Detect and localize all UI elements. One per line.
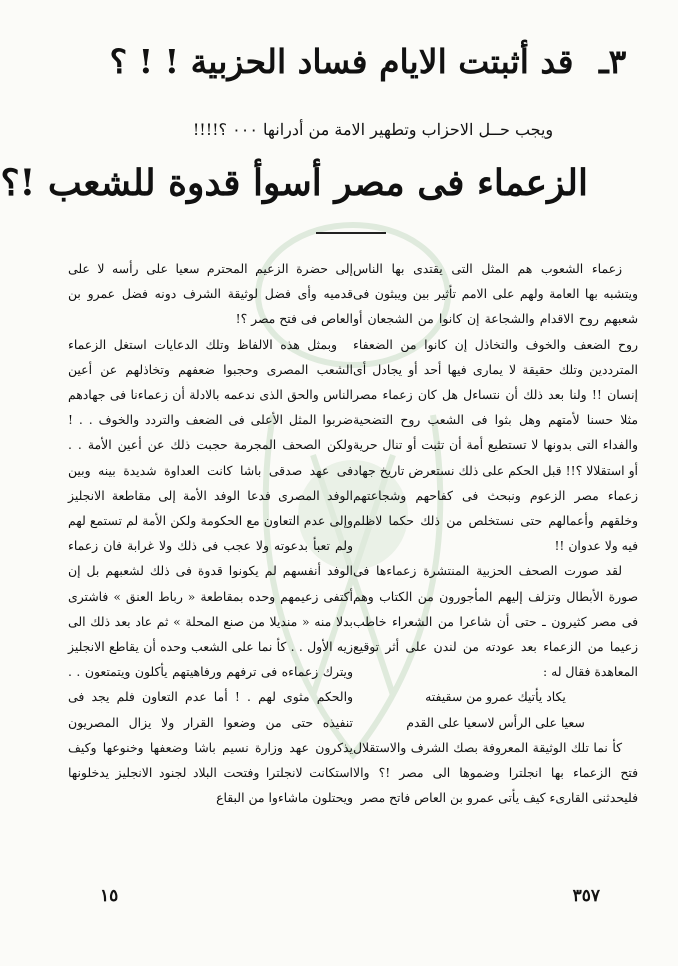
left-column	[68, 256, 353, 810]
headline-divider	[316, 232, 386, 234]
article-number: ٣ـ	[598, 42, 627, 81]
article-title-text: قد أثبتت الايام فساد الحزبية ! ! ؟	[109, 42, 574, 81]
paragraph: لقد صورت الصحف الحزبية المنتشرة زعماءها فى صورة الأبطال وتزلف إليهم المأجورون من الكتاب وهم فى مصر كثيرون ـ حتى أن شاعرا من الشعراء خاطب زعيما من الزعماء بعد عودته من لندن على أثر توقيع المعاهدة فقال له :	[353, 563, 638, 680]
right-column	[353, 256, 638, 810]
article-title	[88, 42, 648, 81]
article-subtitle: ويجب حــل الاحزاب وتطهير الامة من أدرانها ٠٠٠ ؟!!!!	[192, 120, 554, 139]
section-headline: الزعماء فى مصر أسوأ قدوة للشعب !؟	[0, 162, 588, 204]
paragraph: إلى حضرة الزعيم المحترم سعيا على رأسه لا على قدميه وأى فضل لوثيقة الشرف دونه فضل عمرو بن العاص فى فتح مصر ؟!	[68, 261, 353, 327]
poem-verse: سعيا على الرأس لاسعيا على القدم	[406, 714, 585, 730]
paragraph: وبمثل هذه الالفاظ وتلك الدعايات استغل الزعماء الشعب المصرى وحجبوا ضعفهم وتخاذلهم عن أعين الناس والحق الذى ندعمه بالادلة أن زعماءنا فى جهادهم ضربوا المثل الأعلى فى الضعف والتردد والخوف . . ! ولكن الصحف المجرمة حجبت ذلك عن أعين الأمة . . فى عهد صدقى باشا كانت العداوة شديدة بينه وبين الوفد المصرى فدعا الوفد الأمة إلى مقاطعة الانجليز وإلى عدم التعاون مع الحكومة ولكن الأمة لم تستمع لهم ولم تعبأ بدعوته ولا عجب فى ذلك ولا غرابة فان زعماء الوفد أنفسهم لم يكونوا قدوة فى ذلك لشعبهم بل إن أكتفى زعيمهم وحده بمقاطعة « رباط العنق » فاشترى بدلا منه « منديلا من صنع المحلة » ثم عاد بعد ذلك الى زيه الأول . . كأ نما على الشعب وحده أن يقاطع الانجليز ويترك زعماءه فى ترفهم ورفاهيتهم يأكلون ويتمتعون . . والحكم مثوى لهم . ! أما عدم التعاون فلم يجد فى تنفيذه حتى من وضعوا القرار ولا يزال المصريون يذكرون عهد وزارة نسيم باشا وضعفها وخنوعها وكيف استكانت لانجلترا وفتحت البلاد لجنود الانجليز يدخلونها ويحتلون ماشاءوا من البقاع	[68, 336, 353, 806]
poem-verse: يكاد يأتيك عمرو من سقيفته	[425, 689, 566, 705]
page-number-right: ٣٥٧	[572, 886, 600, 906]
page-number-left: ١٥	[100, 886, 119, 906]
paragraph: كأ نما تلك الوثيقة المعروفة بصك الشرف والاستقلال فتح الزعماء بها انجلترا وضموها الى مصر !؟ والا فليحدثنى القارىء كيف يأتى عمرو بن العاص فاتح مصر	[353, 739, 638, 806]
paragraph: زعماء الشعوب هم المثل التى يقتدى بها الناس ويتشبه بها العامة ولهم على الامم تأثير بين ويبثون فى شعبهم روح الاقدام والشجاعة إن كانوا من الشجعان أو روح الضعف والخوف والتخاذل إن كانوا من الضعفاء المترددين وتلك حقيقة لا يمارى فيها أحد أو يجادل أى إنسان !! ولنا بعد ذلك أن نتساءل هل كان زعماء مصر مثلا حسنا لأمتهم وهل بثوا فى الشعب روح التضحية والفداء التى بدونها لا تستطيع أمة أن تثبت أو تنال حرية أو استقلالا ؟!! قبل الحكم على ذلك نستعرض تاريخ جهاد زعماء مصر الزعوم ونبحث فى كفاحهم وشجاعتهم وخلقهم وأعمالهم حتى نستخلص من ذلك حكما لاظلم فيه ولا عدوان !!	[353, 261, 638, 554]
